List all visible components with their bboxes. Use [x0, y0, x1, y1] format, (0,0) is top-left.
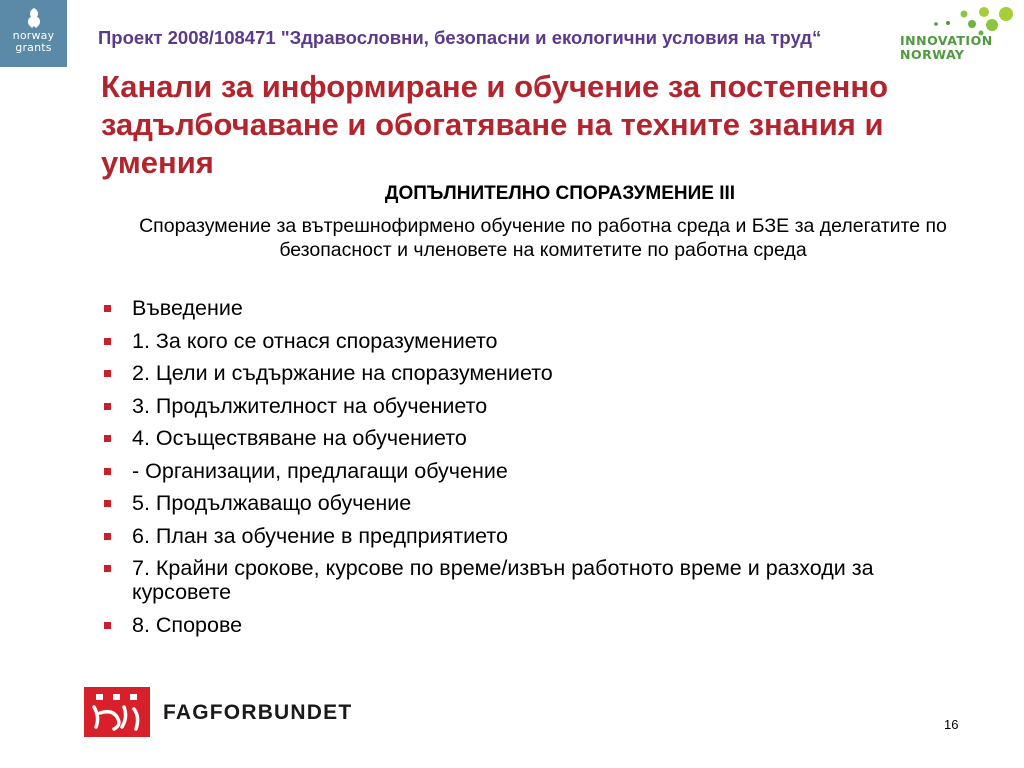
slide-title: Канали за информиране и обучение за постепенно задълбочаване и обогатяване на техните знания и умения	[101, 69, 889, 180]
list-item-text: 4. Осъществяване на обучението	[132, 426, 467, 450]
list-item	[104, 361, 964, 385]
list-item-text: - Организации, предлагащи обучение	[132, 458, 508, 483]
bullet-list	[104, 296, 964, 645]
list-item-text: 1. За кого се отнася споразумението	[132, 328, 498, 353]
bullet-square-icon	[104, 533, 111, 540]
norway-grants-line-1: norway	[12, 29, 55, 42]
list-item	[104, 556, 964, 604]
page-number: 16	[944, 717, 959, 732]
people-emblem-icon	[84, 687, 150, 737]
list-item-text: 6. План за обучение в предприятието	[132, 523, 508, 548]
norway-grants-line-2: grants	[15, 41, 52, 54]
bullet-square-icon	[104, 622, 111, 629]
list-item-text: Въведение	[132, 296, 243, 320]
norway-grants-logo	[0, 0, 67, 67]
list-item	[104, 329, 964, 353]
list-item	[104, 459, 964, 483]
list-item-text: 8. Спорове	[132, 612, 243, 637]
list-item	[104, 613, 964, 637]
bullet-square-icon	[104, 435, 111, 442]
list-item	[104, 491, 964, 515]
bullet-square-icon	[104, 370, 111, 377]
fagforbundet-logo	[84, 687, 364, 737]
agreement-subtitle: Споразумение за вътрешнофирмено обучение по работна среда и БЗЕ за делегатите по безопасност и членовете на комитетите по работна среда	[139, 215, 947, 261]
list-item-text: 2. Цели и съдържание на споразумението	[132, 361, 553, 385]
bullet-square-icon	[104, 338, 111, 345]
list-item-text: 5. Продължаващо обучение	[132, 491, 412, 515]
bullet-square-icon	[104, 305, 111, 312]
list-item	[104, 394, 964, 418]
bullet-square-icon	[104, 468, 111, 475]
norway-text: NORWAY	[900, 47, 965, 62]
lion-emblem-icon	[23, 6, 45, 30]
fagforbundet-emblem	[84, 687, 150, 737]
agreement-heading: ДОПЪЛНИТЕЛНО СПОРАЗУМЕНИЕ III	[384, 183, 736, 204]
innovation-norway-logo	[896, 4, 1020, 74]
bullet-square-icon	[104, 565, 111, 572]
fagforbundet-text: FAGFORBUNDET	[163, 701, 353, 724]
list-item	[104, 296, 964, 320]
project-line: Проект 2008/108471 "Здравословни, безопасни и екологични условия на труд“	[98, 27, 822, 48]
bullet-square-icon	[104, 500, 111, 507]
innovation-text: INNOVATION	[900, 33, 993, 48]
green-dots-icon	[896, 4, 1020, 36]
list-item-text: 3. Продължителност на обучението	[132, 393, 488, 418]
list-item-text: 7. Крайни срокове, курсове по време/извън работното време и разходи за курсовете	[132, 556, 874, 604]
list-item	[104, 426, 964, 450]
list-item	[104, 524, 964, 548]
bullet-square-icon	[104, 403, 111, 410]
